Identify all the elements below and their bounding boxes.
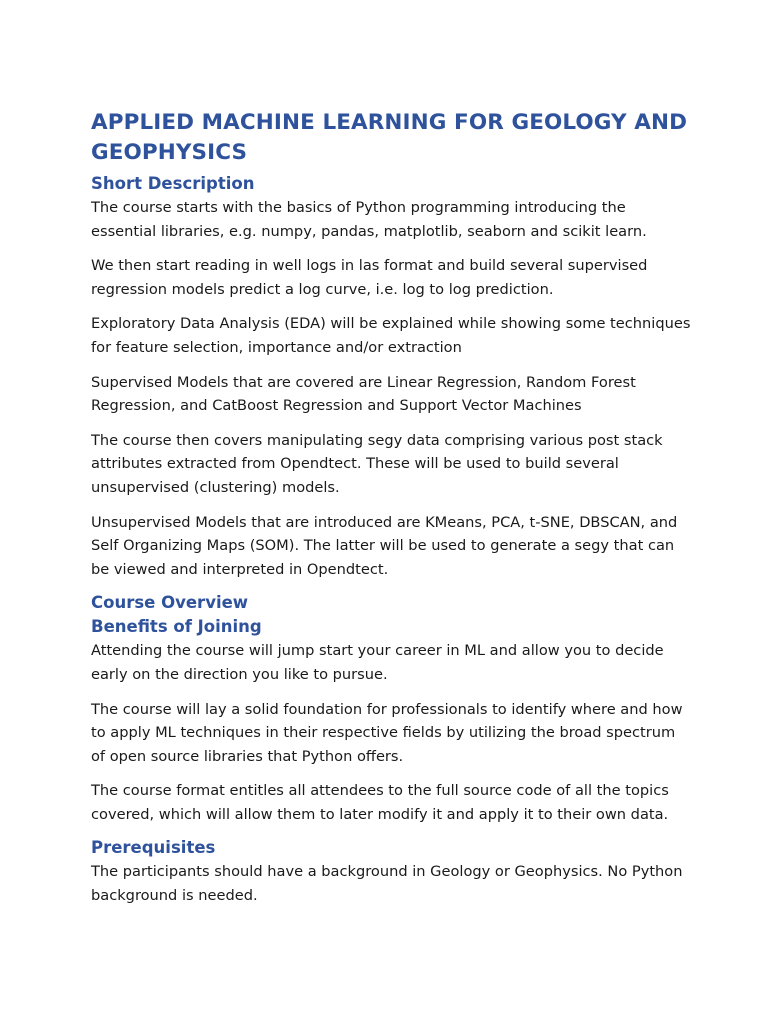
paragraph: The participants should have a background in Geology or Geophysics. No Python background is needed. xyxy=(91,863,683,905)
paragraph: The course starts with the basics of Python programming introducing the essential libraries, e.g. numpy, pandas, matplotlib, seaborn and scikit learn. xyxy=(91,199,647,240)
paragraph: Attending the course will jump start your career in ML and allow you to decide early on the direction you like to pursue. xyxy=(91,642,664,683)
paragraph: Exploratory Data Analysis (EDA) will be explained while showing some techniques for feature selection, importance and/or extraction xyxy=(91,315,691,356)
heading-short-description: Short Description xyxy=(91,174,255,193)
paragraph: The course then covers manipulating segy data comprising various post stack attributes extracted from Opendtect. These will be used to build several unsupervised (clustering) models. xyxy=(91,431,663,496)
paragraph: Supervised Models that are covered are Linear Regression, Random Forest Regression, and CatBoost Regression and Support Vector Machines xyxy=(91,373,636,415)
document-title: APPLIED MACHINE LEARNING FOR GEOLOGY AND GEOPHYSICS xyxy=(91,110,688,165)
document-page xyxy=(91,108,691,908)
paragraph: We then start reading in well logs in las format and build several supervised regression models predict a log curve, i.e. log to log prediction. xyxy=(91,257,648,298)
heading-course-overview: Course Overview xyxy=(91,593,249,613)
paragraph: The course will lay a solid foundation for professionals to identify where and how to apply ML techniques in their respective fields by utilizing the broad spectrum of open source libraries that Python offers. xyxy=(91,700,683,765)
paragraph: The course format entitles all attendees to the full source code of all the topics covered, which will allow them to later modify it and apply it to their own data. xyxy=(91,782,669,823)
heading-benefits-of-joining: Benefits of Joining xyxy=(91,617,262,637)
heading-prerequisites: Prerequisites xyxy=(91,838,216,858)
paragraph: Unsupervised Models that are introduced are KMeans, PCA, t-SNE, DBSCAN, and Self Organizing Maps (SOM). The latter will be used to generate a segy that can be viewed and interpreted in Opendtect. xyxy=(91,513,678,578)
